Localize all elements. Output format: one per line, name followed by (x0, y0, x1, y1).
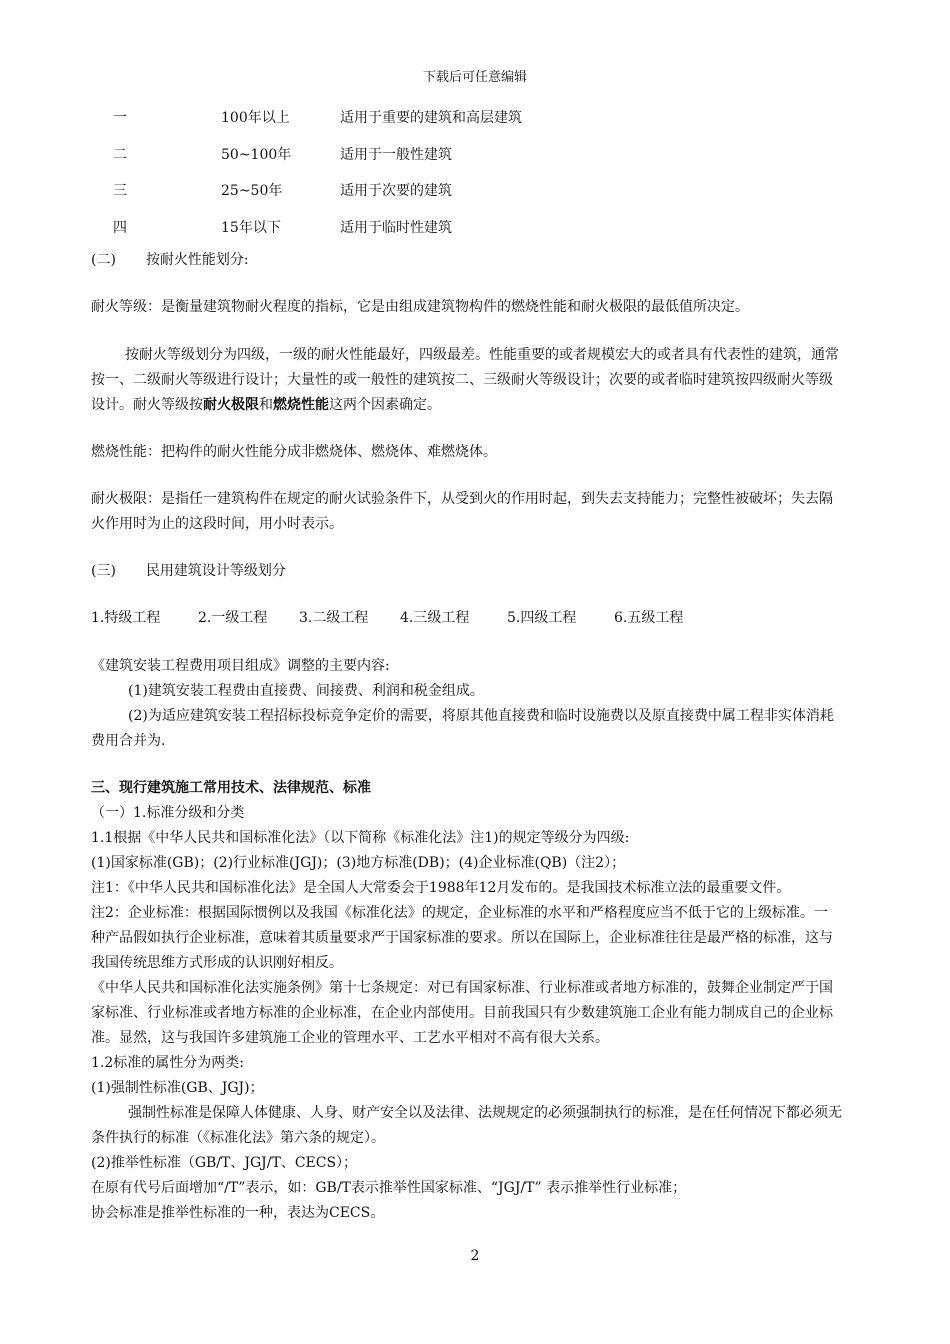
page-header: 下载后可任意编辑 (422, 70, 527, 85)
paragraph: 家标准、行业标准或者地方标准的企业标准，在企业内部使用。目前我国只有少数建筑施工企业有能力制成自己的企业标 (91, 1005, 833, 1021)
paragraph (91, 394, 861, 414)
paragraph: (1)国家标准(GB)；(2)行业标准(JGJ)；(3)地方标准(DB)；(4)企业标准(QB)（注2）； (91, 855, 626, 871)
list-item: 5.四级工程 (507, 610, 577, 626)
list-item: 2.一级工程 (198, 610, 268, 626)
grade-level: 一 (113, 110, 127, 126)
list-item: 1.特级工程 (91, 610, 161, 626)
paragraph: 条件执行的标准（《标准化法》第六条的规定）。 (91, 1130, 385, 1146)
paragraph: 费用合并为. (91, 733, 166, 749)
grade-level: 二 (113, 147, 127, 163)
grade-level: 三 (113, 183, 127, 199)
list-item: 4.三级工程 (400, 610, 470, 626)
section-number: (三) (91, 563, 116, 579)
grade-years: 15年以下 (221, 220, 281, 236)
paragraph: 注1：《中华人民共和国标准化法》是全国人大常委会于1988年12月发布的。是我国技术标准立法的最重要文件。 (91, 880, 791, 896)
paragraph: 按耐火等级划分为四级，一级的耐火性能最好，四级最差。性能重要的或者规模宏大的或者具有代表性的建筑，通常 (125, 347, 839, 363)
bold-term: 燃烧性能 (273, 397, 329, 413)
chapter-heading: 三、现行建筑施工常用技术、法律规范、标准 (91, 780, 371, 796)
paragraph: (2)为适应建筑安装工程招标投标竞争定价的需要，将原其他直接费和临时设施费以及原直接费中属工程非实体消耗 (128, 708, 834, 724)
grade-years: 100年以上 (221, 110, 290, 126)
paragraph: 1.2标准的属性分为两类: (91, 1055, 244, 1071)
paragraph: (1)建筑安装工程费由直接费、间接费、利润和税金组成。 (128, 683, 484, 699)
paragraph: 强制性标准是保障人体健康、人身、财产安全以及法律、法规规定的必须强制执行的标准，是在任何情况下都必须无 (128, 1105, 842, 1121)
section-heading (91, 249, 861, 269)
text-run: 和 (259, 397, 273, 413)
section-number: (二) (91, 252, 116, 268)
paragraph: 火作用时为止的这段时间，用小时表示。 (91, 516, 343, 532)
section-heading (91, 560, 861, 580)
paragraph: 我国传统思维方式形成的认识刚好相反。 (91, 955, 343, 971)
paragraph: 注2：企业标准：根据国际惯例以及我国《标准化法》的规定，企业标准的水平和严格程度应当不低于它的上级标准。一 (91, 905, 828, 921)
paragraph: (1)强制性标准(GB、JGJ)； (91, 1080, 264, 1096)
paragraph: 燃烧性能：把构件的耐火性能分成非燃烧体、燃烧体、难燃烧体。 (91, 444, 497, 460)
bold-term: 耐火极限 (203, 397, 259, 413)
grade-use: 适用于重要的建筑和高层建筑 (340, 110, 522, 126)
paragraph: 1.1根据《中华人民共和国标准化法》（以下简称《标准化法》注1)的规定等级分为四级: (91, 830, 630, 846)
paragraph: 协会标准是推举性标准的一种，表达为CECS。 (91, 1205, 385, 1221)
paragraph: 耐火等级：是衡量建筑物耐火程度的指标，它是由组成建筑物构件的燃烧性能和耐火极限的最低值所决定。 (91, 299, 749, 315)
paragraph: 在原有代号后面增加“/T”表示，如：GB/T表示推举性国家标准、“JGJ/T” 表示推举性行业标准； (91, 1180, 687, 1196)
paragraph: 耐火极限：是指任一建筑构件在规定的耐火试验条件下，从受到火的作用时起，到失去支持能力；完整性被破坏；失去隔 (91, 491, 833, 507)
paragraph: (2)推举性标准（GB/T、JGJ/T、CECS）； (91, 1155, 358, 1171)
grade-use: 适用于临时性建筑 (340, 220, 452, 236)
grade-years: 50~100年 (221, 147, 292, 163)
section-title: 按耐火性能划分: (145, 252, 249, 268)
text-run: 这两个因素确定。 (329, 397, 441, 413)
paragraph: 《建筑安装工程费用项目组成》调整的主要内容: (91, 658, 390, 674)
paragraph: 按一、二级耐火等级进行设计；大量性的或一般性的建筑按二、三级耐火等级设计；次要的或者临时建筑按四级耐火等级 (91, 372, 833, 388)
list-item: 6.五级工程 (614, 610, 684, 626)
grade-years: 25~50年 (221, 183, 283, 199)
page-number: 2 (470, 1248, 480, 1264)
grade-level: 四 (113, 220, 127, 236)
paragraph: 准。显然，这与我国许多建筑施工企业的管理水平、工艺水平相对不高有很大关系。 (91, 1030, 609, 1046)
subheading: （一）1.标准分级和分类 (91, 805, 245, 821)
list-item: 3.二级工程 (299, 610, 369, 626)
grade-use: 适用于一般性建筑 (340, 147, 452, 163)
paragraph: 《中华人民共和国标准化法实施条例》第十七条规定：对已有国家标准、行业标准或者地方标准的，鼓舞企业制定严于国 (91, 980, 833, 996)
text-run: 设计。耐火等级按 (91, 397, 203, 413)
paragraph: 种产品假如执行企业标准，意味着其质量要求严于国家标准的要求。所以在国际上，企业标准往往是最严格的标准，这与 (91, 930, 833, 946)
section-title: 民用建筑设计等级划分 (145, 563, 286, 579)
grade-use: 适用于次要的建筑 (340, 183, 452, 199)
